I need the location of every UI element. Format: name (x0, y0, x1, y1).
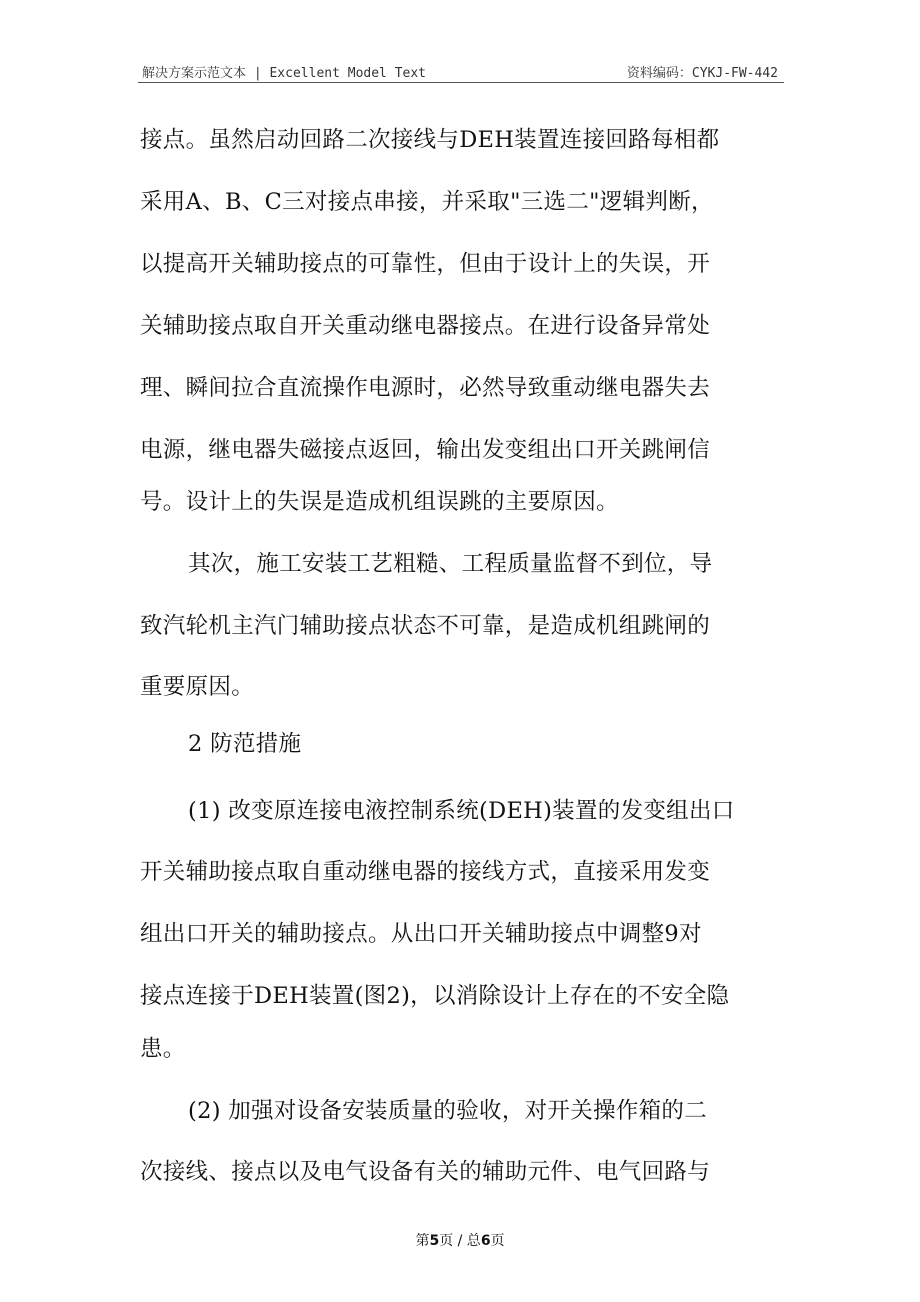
body-line: 电源，继电器失磁接点返回，输出发变组出口开关跳闸信 (140, 437, 711, 463)
header-title: 解决方案示范文本 | Excellent Model Text (142, 66, 427, 81)
body-line: 组出口开关的辅助接点。从出口开关辅助接点中调整9对 (140, 921, 702, 947)
body-line: 患。 (140, 1036, 186, 1062)
page-suffix: 页 (490, 1233, 505, 1249)
body-line: 接点连接于DEH装置(图2)，以消除设计上存在的不安全隐 (140, 983, 730, 1009)
body-line: 重要原因。 (140, 674, 255, 700)
body-line: 采用A、B、C三对接点串接，并采取"三选二"逻辑判断， (140, 189, 714, 215)
section-heading: 2 防范措施 (188, 731, 302, 757)
body-line: 致汽轮机主汽门辅助接点状态不可靠，是造成机组跳闸的 (140, 613, 711, 639)
body-line: 开关辅助接点取自重动继电器的接线方式，直接采用发变 (140, 859, 711, 885)
body-line: 号。设计上的失误是造成机组误跳的主要原因。 (140, 489, 619, 515)
body-line: 关辅助接点取自开关重动继电器接点。在进行设备异常处 (140, 313, 711, 339)
current-page: 5 (429, 1233, 440, 1249)
total-pages: 6 (480, 1233, 491, 1249)
body-line: 以提高开关辅助接点的可靠性，但由于设计上的失误，开 (140, 251, 711, 277)
body-line: 其次，施工安装工艺粗糙、工程质量监督不到位，导 (188, 551, 713, 577)
body-line: 理、瞬间拉合直流操作电源时，必然导致重动继电器失去 (140, 375, 711, 401)
page-middle: 页 / 总 (439, 1233, 481, 1249)
page-indicator (0, 1230, 920, 1250)
document-code: 资料编码：CYKJ-FW-442 (626, 66, 778, 81)
body-line: (1) 改变原连接电液控制系统(DEH)装置的发变组出口 (188, 798, 735, 824)
body-line: 次接线、接点以及电气设备有关的辅助元件、电气回路与 (140, 1159, 711, 1185)
body-line: (2) 加强对设备安装质量的验收，对开关操作箱的二 (188, 1098, 708, 1124)
header-divider (138, 82, 784, 83)
body-line: 接点。虽然启动回路二次接线与DEH装置连接回路每相都 (140, 127, 720, 153)
page-prefix: 第 (415, 1233, 430, 1249)
